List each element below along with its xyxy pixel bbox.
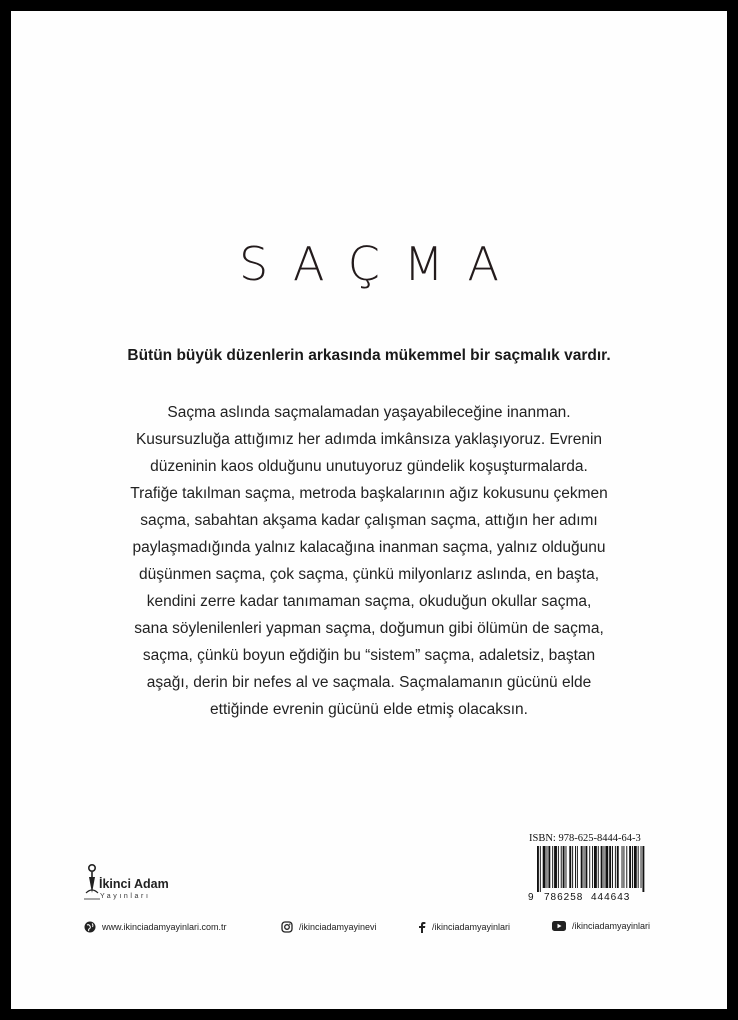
- barcode-bar: [598, 846, 599, 888]
- footer-instagram[interactable]: [281, 921, 377, 933]
- barcode-bar: [543, 846, 546, 888]
- footer-facebook[interactable]: [418, 921, 510, 933]
- barcode-block: [527, 833, 645, 902]
- barcode-bar: [634, 846, 637, 888]
- barcode-bar: [554, 846, 557, 888]
- blurb-line: Trafiğe takılman saçma, metroda başkalarının ağız kokusunu çekmen: [130, 485, 608, 502]
- barcode-bar: [604, 846, 605, 888]
- barcode-bar: [566, 846, 567, 888]
- barcode-bar: [609, 846, 611, 888]
- instagram-icon: [281, 921, 293, 933]
- blurb-line: sana söylenilenleri yapman saçma, doğumun gibi ölümün de saçma,: [134, 620, 604, 637]
- footer-youtube[interactable]: [552, 921, 650, 931]
- footer-website[interactable]: [84, 921, 227, 933]
- back-cover: [11, 11, 727, 1009]
- barcode-bar: [575, 846, 576, 888]
- barcode-bar: [594, 846, 597, 888]
- barcode-digits-right: 444643: [591, 892, 631, 902]
- blurb-line: aşağı, derin bir nefes al ve saçmala. Saçmalamanın gücünü elde: [146, 674, 592, 691]
- instagram-link[interactable]: /ikinciadamyayinevi: [299, 922, 377, 932]
- facebook-icon: [418, 921, 426, 933]
- barcode-bar: [581, 846, 583, 888]
- barcode-bar: [629, 846, 631, 888]
- blurb-line: kendini zerre kadar tanımaman saçma, okuduğun okullar saçma,: [146, 593, 592, 610]
- publisher-logo: [81, 863, 181, 909]
- blurb-line: ettiğinde evrenin gücünü elde etmiş olacaksın.: [210, 701, 528, 718]
- barcode-bar: [537, 846, 539, 892]
- barcode-bar: [558, 846, 559, 888]
- barcode-bar: [572, 846, 573, 888]
- footer-links: [84, 921, 654, 937]
- blurb-line: saçma, çünkü boyun eğdiğin bu “sistem” saçma, adaletsiz, baştan: [142, 647, 596, 664]
- barcode-bar: [540, 846, 541, 892]
- publisher-subtitle: Yayınları: [100, 893, 151, 900]
- barcode-bar: [561, 846, 562, 888]
- website-link[interactable]: www.ikinciadamyayinlari.com.tr: [102, 922, 227, 932]
- barcode-bar: [605, 846, 608, 888]
- barcode-bar: [563, 846, 565, 888]
- barcode: [527, 846, 645, 902]
- tagline: Bütün büyük düzenlerin arkasında mükemmel bir saçmalık vardır.: [127, 347, 611, 364]
- blurb-line: saçma, sabahtan akşama kadar çalışman saçma, attığın her adımı: [140, 512, 598, 529]
- barcode-digit-first: 9: [528, 892, 535, 902]
- blurb-line: Kusursuzluğa attığımız her adımda imkânsıza yaklaşıyoruz. Evrenin: [135, 431, 603, 448]
- barcode-bar: [552, 846, 553, 888]
- barcode-bar: [612, 846, 613, 888]
- barcode-bar: [548, 846, 550, 888]
- barcode-bar: [592, 846, 593, 888]
- barcode-bar: [638, 846, 639, 888]
- barcode-bar: [584, 846, 585, 888]
- barcode-bar: [641, 846, 642, 888]
- barcode-bar: [632, 846, 633, 888]
- barcode-bar: [547, 846, 548, 888]
- barcode-bar: [601, 846, 603, 888]
- publisher-name: İkinci Adam: [99, 877, 169, 891]
- barcode-bar: [626, 846, 627, 888]
- book-title: SAÇMA: [239, 237, 523, 291]
- barcode-bar: [589, 846, 590, 888]
- barcode-bar: [622, 846, 623, 888]
- barcode-bar: [642, 846, 644, 892]
- barcode-bar: [585, 846, 587, 888]
- isbn-label: ISBN: 978-625-8444-64-3: [529, 833, 641, 844]
- globe-icon: [84, 921, 96, 933]
- youtube-icon: [552, 921, 566, 931]
- blurb-line: Saçma aslında saçmalamadan yaşayabileceğine inanman.: [167, 404, 571, 421]
- barcode-bar: [615, 846, 616, 888]
- youtube-link[interactable]: /ikinciadamyayinlari: [572, 921, 651, 931]
- blurb-line: paylaşmadığında yalnız kalacağına inanman saçma, yalnız olduğunu: [132, 539, 606, 556]
- blurb-text: [101, 399, 637, 723]
- publisher-logo-icon: [81, 863, 101, 909]
- blurb-line: düzeninin kaos olduğunu unutuyoruz gündelik koşuşturmalarda.: [150, 458, 588, 475]
- barcode-bar: [617, 846, 619, 888]
- facebook-link[interactable]: /ikinciadamyayinlari: [432, 922, 511, 932]
- barcode-bar: [577, 846, 578, 888]
- barcode-bar: [569, 846, 571, 888]
- barcode-digits-left: 786258: [544, 892, 584, 902]
- blurb-line: düşünmen saçma, çok saçma, çünkü milyonlarız aslında, en başta,: [138, 566, 600, 583]
- barcode-bar: [623, 846, 624, 888]
